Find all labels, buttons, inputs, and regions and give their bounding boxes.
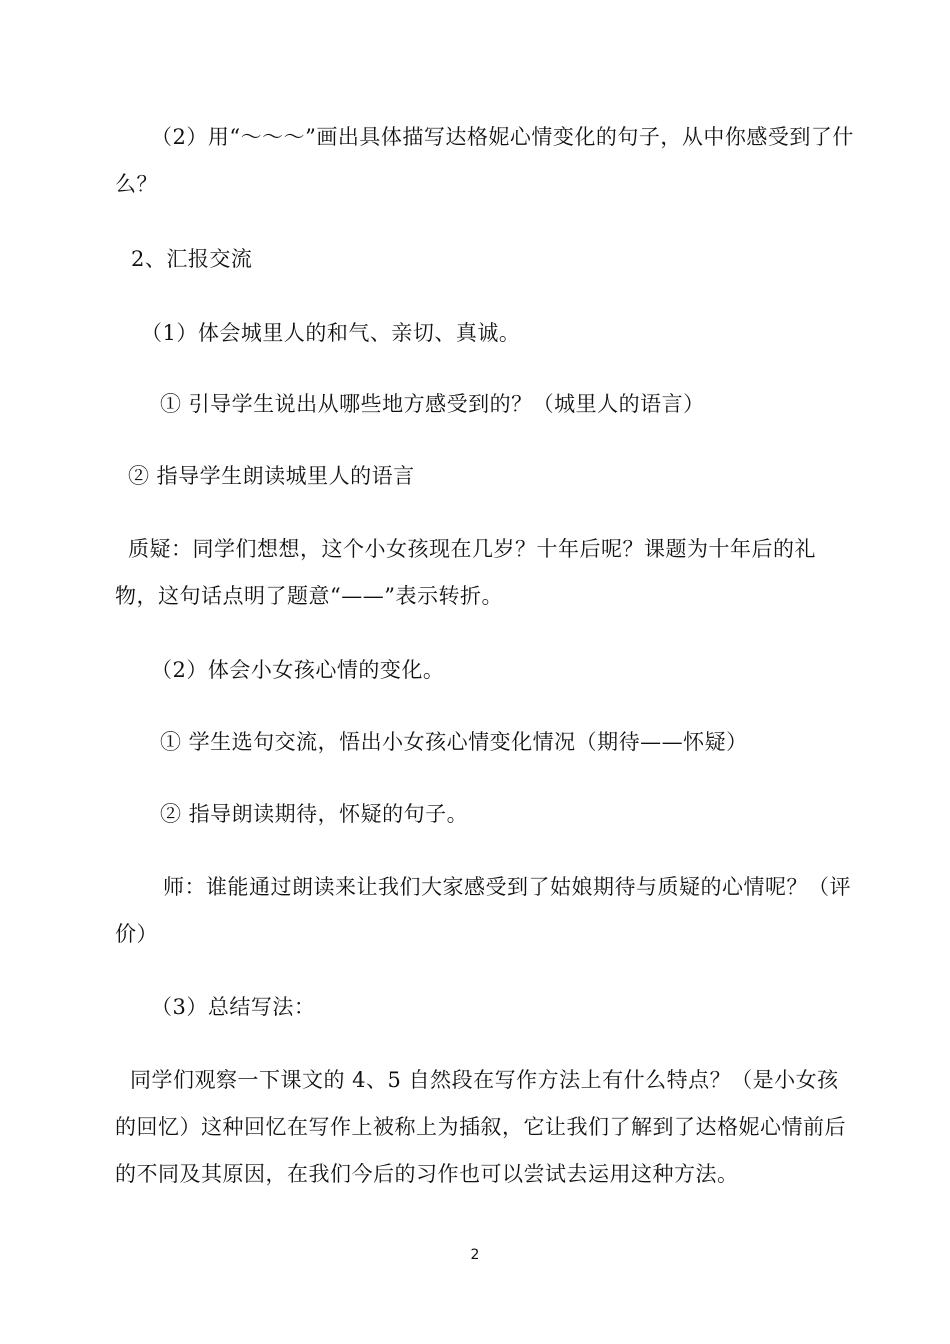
paragraph-observe-text: 同学们观察一下课文的 4、5 自然段在写作方法上有什么特点？（是小女孩的回忆）这种回忆在写作上被称上为插叙，它让我们了解到了达格妮心情前后的不同及其原因，在我们今后的习作也可以尝试去运用这种方法。 (115, 1068, 846, 1186)
paragraph-experience-city-people: （1）体会城里人的和气、亲切、真诚。 (141, 321, 521, 345)
paragraph-experience-girl-mood: （2）体会小女孩心情的变化。 (151, 658, 445, 682)
paragraph-summarize-writing: （3）总结写法： (151, 995, 316, 1019)
paragraph-instruction-2: （2）用“～～～”画出具体描写达格妮心情变化的句子，从中你感受到了什么？ (115, 125, 854, 196)
paragraph-guide-reading-expectation: ② 指导朗读期待，怀疑的句子。 (160, 802, 469, 826)
paragraph-guide-students: ① 引导学生说出从哪些地方感受到的？（城里人的语言） (160, 392, 705, 416)
page-number: 2 (470, 1247, 480, 1263)
paragraph-teacher-question: 师：谁能通过朗读来让我们大家感受到了姑娘期待与质疑的心情呢？（评价） (115, 875, 851, 946)
paragraph-guide-reading: ② 指导学生朗读城里人的语言 (128, 464, 415, 488)
heading-report-exchange: 2、汇报交流 (131, 247, 253, 271)
paragraph-student-exchange: ① 学生选句交流，悟出小女孩心情变化情况（期待——怀疑） (160, 730, 748, 754)
paragraph-question: 质疑：同学们想想，这个小女孩现在几岁？十年后呢？课题为十年后的礼物，这句话点明了题意“——”表示转折。 (115, 537, 816, 608)
